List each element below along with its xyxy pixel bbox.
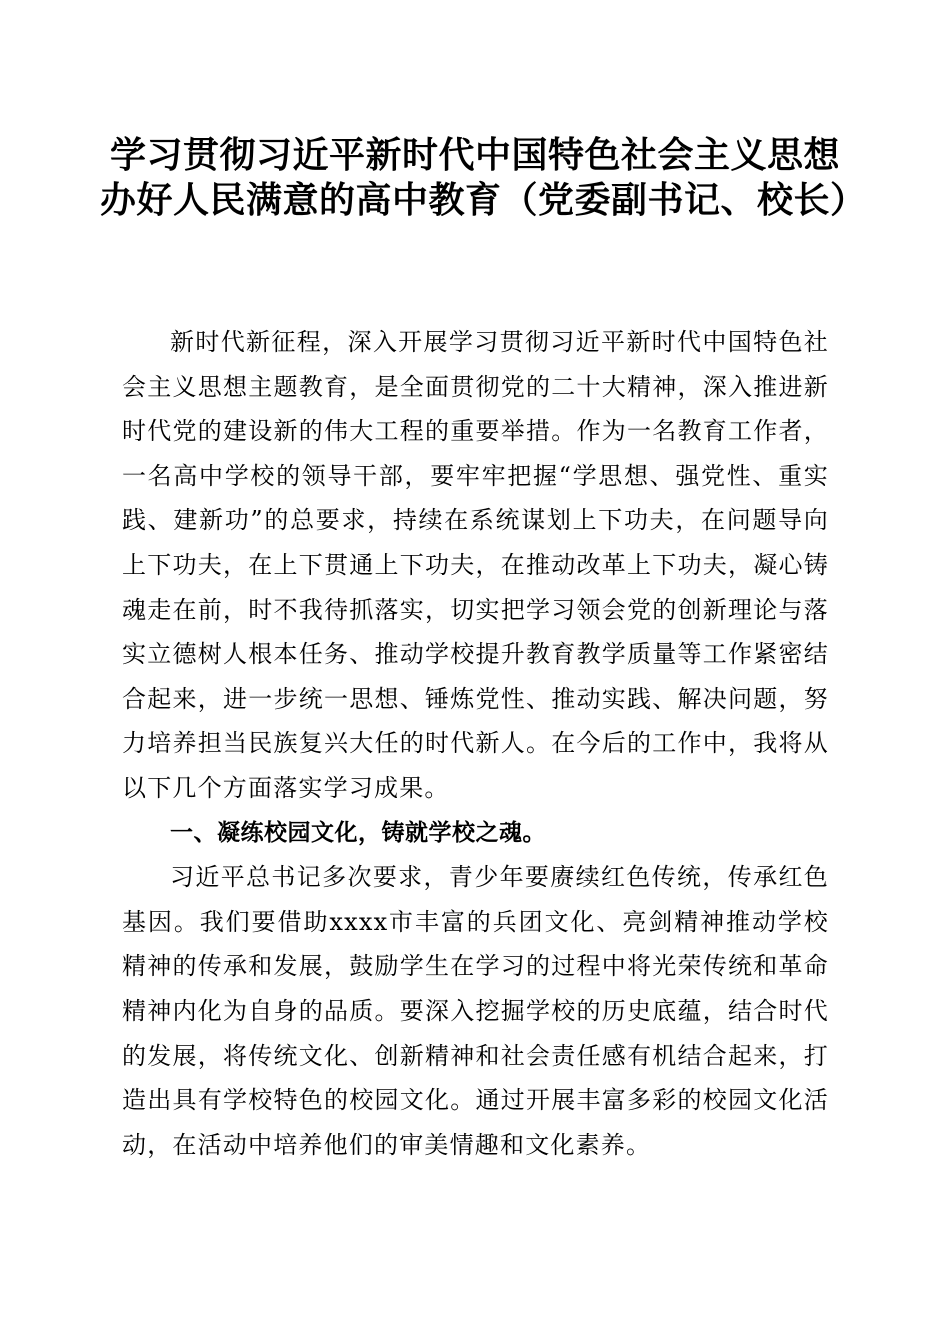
intro-paragraph: 新时代新征程，深入开展学习贯彻习近平新时代中国特色社会主义思想主题教育，是全面贯彻党的二十大精神，深入推进新时代党的建设新的伟大工程的重要举措。作为一名教育工作者，一名高中学校的领导干部，要牢牢把握“学思想、强党性、重实践、建新功”的总要求，持续在系统谋划上下功夫，在问题导向上下功夫，在上下贯通上下功夫，在推动改革上下功夫，凝心铸魂走在前，时不我待抓落实，切实把学习领会党的创新理论与落实立德树人根本任务、推动学校提升教育教学质量等工作紧密结合起来，进一步统一思想、锤炼党性、推动实践、解决问题，努力培养担当民族复兴大任的时代新人。在今后的工作中，我将从以下几个方面落实学习成果。 <box>122 328 829 802</box>
section-heading: 一、凝练校园文化，铸就学校之魂。 <box>170 819 546 846</box>
document-title: 学习贯彻习近平新时代中国特色社会主义思想办好人民满意的高中教育（党委副书记、校长） <box>100 134 867 221</box>
document-body <box>122 320 829 1167</box>
section-paragraph: 习近平总书记多次要求，青少年要赓续红色传统，传承红色基因。我们要借助xxxx市丰富的兵团文化、亮剑精神推动学校精神的传承和发展，鼓励学生在学习的过程中将光荣传统和革命精神内化为自身的品质。要深入挖掘学校的历史底蕴，结合时代的发展，将传统文化、创新精神和社会责任感有机结合起来，打造出具有学校特色的校园文化。通过开展丰富多彩的校园文化活动，在活动中培养他们的审美情趣和文化素养。 <box>122 863 829 1159</box>
